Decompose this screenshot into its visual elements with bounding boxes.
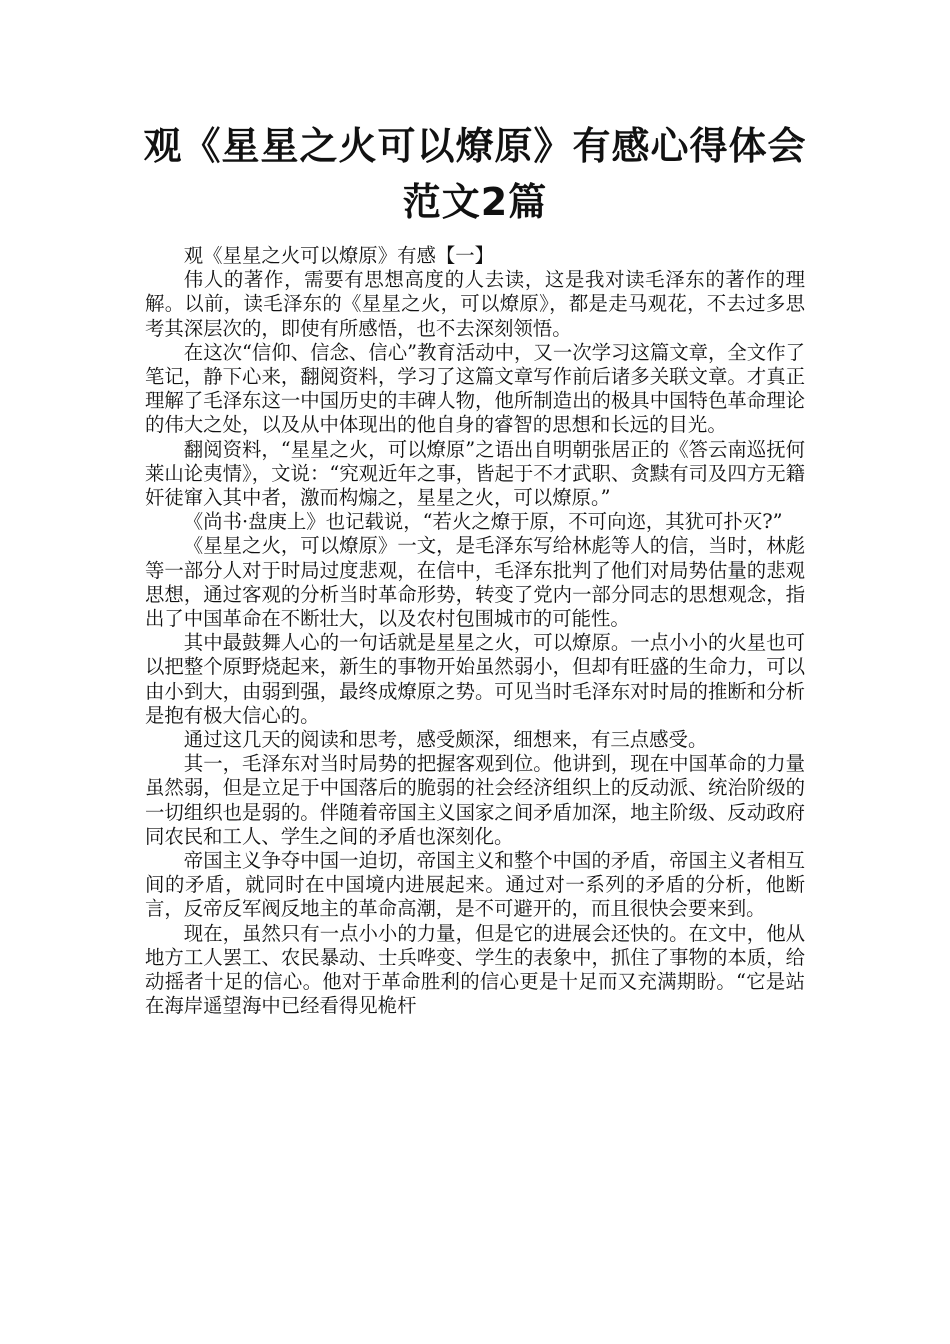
paragraph: 现在，虽然只有一点小小的力量，但是它的进展会还快的。在文中，他从地方工人罢工、农民暴动、士兵哗变、学生的表象中，抓住了事物的本质，给动摇者十足的信心。他对于革命胜利的信心更是十足而又充满期盼。“它是站在海岸遥望海中已经看得见桅杆: [145, 921, 805, 1018]
paragraph: 《尚书·盘庚上》也记载说，“若火之燎于原，不可向迩，其犹可扑灭?”: [183, 510, 783, 534]
paragraph: 其一，毛泽东对当时局势的把握客观到位。他讲到，现在中国革命的力量虽然弱，但是立足于中国落后的脆弱的社会经济组织上的反动派、统治阶级的一切组织也是弱的。伴随着帝国主义国家之间矛盾加深，地主阶级、反动政府同农民和工人、学生之间的矛盾也深刻化。: [145, 752, 805, 848]
document-title: [100, 118, 850, 230]
paragraph: 翻阅资料，“星星之火，可以燎原”之语出自明朝张居正的《答云南巡抚何莱山论夷情》，文说：“究观近年之事，皆起于不才武职、贪黩有司及四方无籍奸徒窜入其中者，激而构煽之，星星之火，可以燎原。”: [145, 437, 805, 510]
paragraph: 《星星之火，可以燎原》一文，是毛泽东写给林彪等人的信，当时，林彪等一部分人对于时局过度悲观，在信中，毛泽东批判了他们对局势估量的悲观思想，通过客观的分析当时革命形势，转变了党内一部分同志的思想观念，指出了中国革命在不断壮大，以及农村包围城市的可能性。: [145, 534, 805, 631]
paragraph: 其中最鼓舞人心的一句话就是星星之火，可以燎原。一点小小的火星也可以把整个原野烧起来，新生的事物开始虽然弱小，但却有旺盛的生命力，可以由小到大，由弱到强，最终成燎原之势。可见当时毛泽东对时局的推断和分析是抱有极大信心的。: [145, 631, 805, 727]
title-line-2: 范文2篇: [402, 180, 548, 224]
paragraph: 伟人的著作，需要有思想高度的人去读，这是我对读毛泽东的著作的理解。以前，读毛泽东的《星星之火，可以燎原》，都是走马观花，不去过多思考其深层次的，即使有所感悟，也不去深刻领悟。: [145, 268, 805, 340]
paragraph: 帝国主义争夺中国一迫切，帝国主义和整个中国的矛盾，帝国主义者相互间的矛盾，就同时在中国境内进展起来。通过对一系列的矛盾的分析，他断言，反帝反军阀反地主的革命高潮，是不可避开的，而且很快会要来到。: [145, 849, 805, 921]
paragraph: 在这次“信仰、信念、信心”教育活动中，又一次学习这篇文章，全文作了笔记，静下心来，翻阅资料，学习了这篇文章写作前后诸多关联文章。才真正理解了毛泽东这一中国历史的丰碑人物，他所制造出的极具中国特色革命理论的伟大之处，以及从中体现出的他自身的睿智的思想和长远的目光。: [145, 340, 805, 437]
section-heading: 观《星星之火可以燎原》有感【一】: [183, 244, 495, 267]
document-body: [145, 244, 805, 1019]
paragraph: 通过这几天的阅读和思考，感受颇深，细想来，有三点感受。: [183, 728, 708, 752]
title-line-1: 观《星星之火可以燎原》有感心得体会: [143, 124, 807, 168]
